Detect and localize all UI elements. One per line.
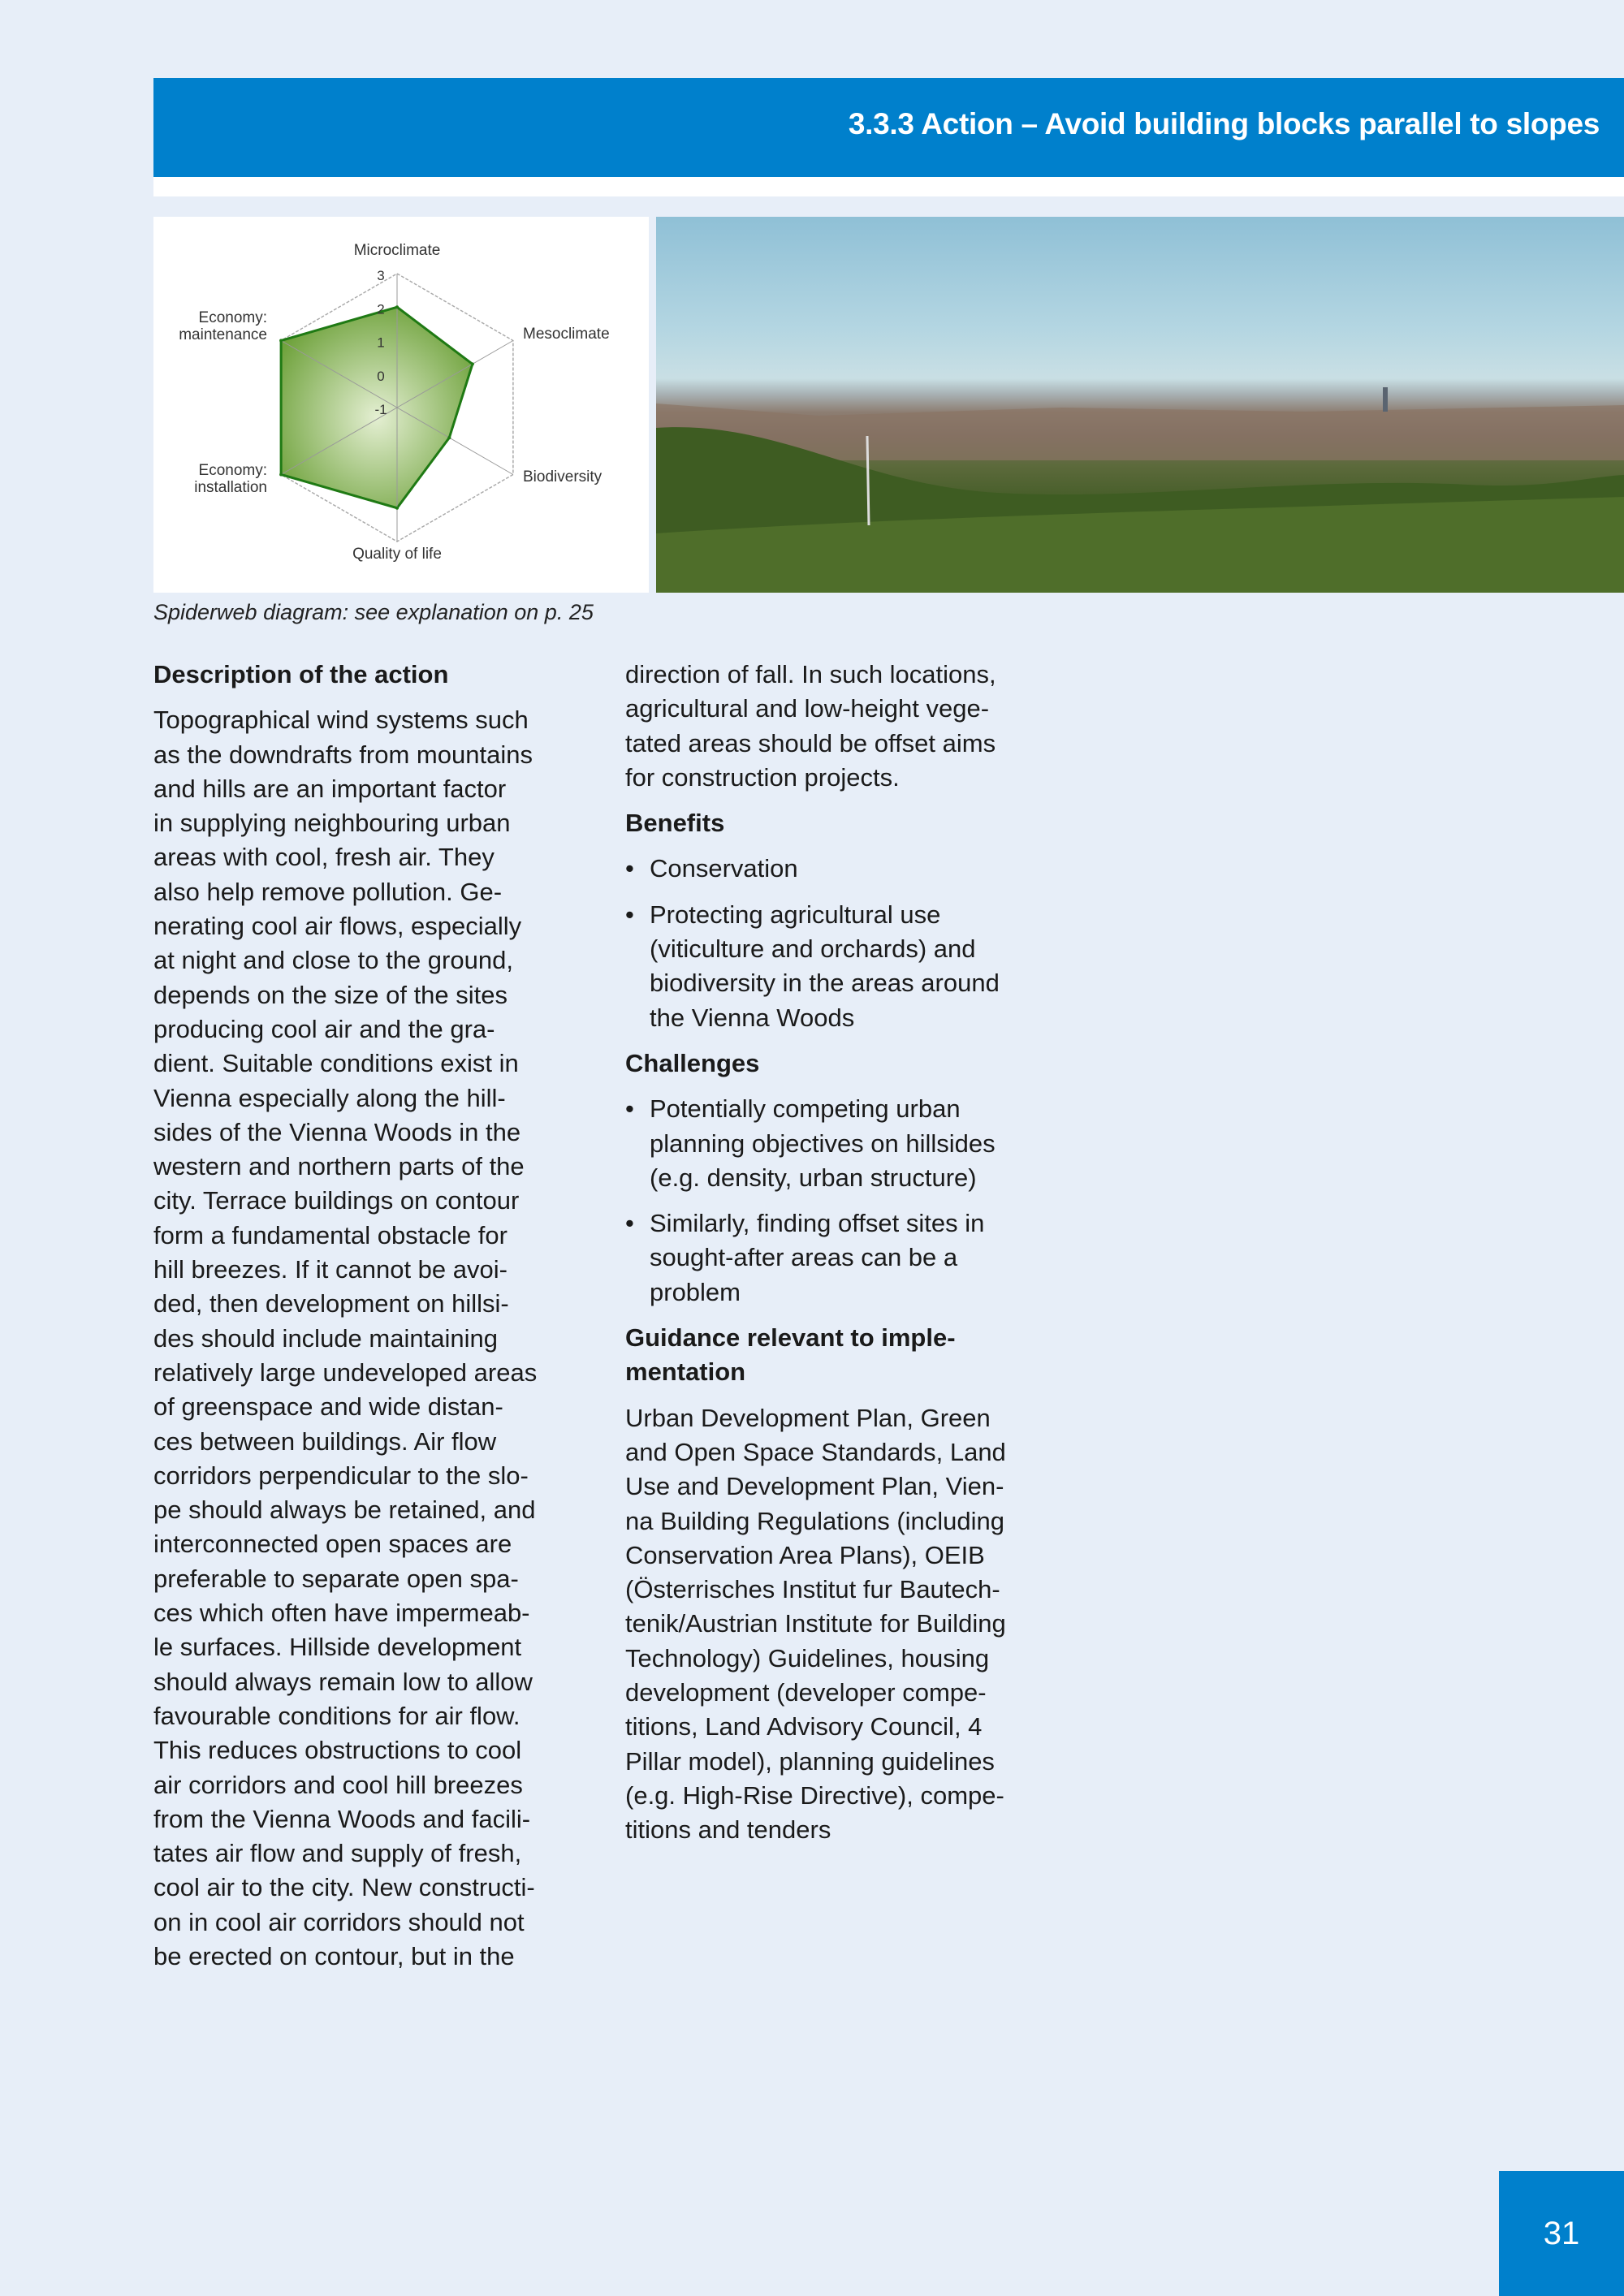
text-line: for construction projects. <box>625 762 900 792</box>
text-line: (Österrisches Institut fur Bautech- <box>625 1575 1000 1604</box>
guidance-heading <box>625 1321 1056 1390</box>
guidance-paragraph <box>625 1401 1056 1848</box>
text-line: on in cool air corridors should not <box>153 1907 525 1936</box>
text-line: • Protecting agricultural use <box>650 900 941 929</box>
data-point <box>395 507 399 510</box>
text-line: Urban Development Plan, Green <box>625 1403 991 1432</box>
text-line: producing cool air and the gra- <box>153 1014 495 1043</box>
tick-label: 0 <box>377 368 385 384</box>
text-line: titions, Land Advisory Council, 4 <box>625 1712 983 1741</box>
spiderweb-diagram <box>153 217 649 593</box>
text-line: ded, then development on hillsi- <box>153 1289 509 1318</box>
data-point <box>279 339 283 343</box>
header-divider <box>153 177 1624 196</box>
text-line: Technology) Guidelines, housing <box>625 1643 990 1672</box>
text-line: preferable to separate open spa- <box>153 1564 519 1593</box>
text-line: tates air flow and supply of fresh, <box>153 1839 522 1868</box>
axis-label: maintenance <box>179 326 267 343</box>
benefits-list <box>625 852 1056 1034</box>
text-line: pe should always be retained, and <box>153 1495 536 1525</box>
text-line: form a fundamental obstacle for <box>153 1220 508 1249</box>
text-line: biodiversity in the areas around <box>650 969 1000 998</box>
text-line: the Vienna Woods <box>650 1003 855 1032</box>
text-line: ces between buildings. Air flow <box>153 1426 497 1456</box>
text-line: tated areas should be offset aims <box>625 728 996 757</box>
text-line: Vienna especially along the hill- <box>153 1083 506 1112</box>
text-line: areas with cool, fresh air. They <box>153 843 495 872</box>
description-continuation <box>625 658 1056 795</box>
text-line: (e.g. High-Rise Directive), compe- <box>625 1780 1004 1810</box>
data-point <box>279 473 283 477</box>
text-line: nerating cool air flows, especially <box>153 912 522 941</box>
text-line: hill breezes. If it cannot be avoi- <box>153 1255 508 1284</box>
text-line: • Potentially competing urban <box>650 1094 961 1124</box>
axis-label: Economy: <box>198 462 267 479</box>
data-point <box>395 305 399 309</box>
text-line: agricultural and low-height vege- <box>625 694 990 723</box>
challenges-item <box>625 1092 1056 1195</box>
tick-label: 2 <box>377 301 385 317</box>
text-line: development (developer compe- <box>625 1678 987 1707</box>
text-line: direction of fall. In such locations, <box>625 660 996 688</box>
heading-line: Guidance relevant to imple- <box>625 1323 956 1353</box>
text-line: and hills are an important factor <box>153 774 507 803</box>
text-line: Use and Development Plan, Vien- <box>625 1472 1004 1501</box>
text-line: as the downdrafts from mountains <box>153 740 533 769</box>
description-heading: Description of the action <box>153 660 449 688</box>
left-column <box>153 658 584 1985</box>
benefits-item <box>625 852 1056 886</box>
challenges-item <box>625 1206 1056 1310</box>
text-line: interconnected open spaces are <box>153 1530 512 1559</box>
text-line: be erected on contour, but in the <box>153 1941 515 1970</box>
text-line: in supplying neighbouring urban <box>153 809 511 838</box>
text-line: • Conservation <box>650 854 798 883</box>
text-line: western and northern parts of the <box>153 1152 525 1181</box>
challenges-list <box>625 1092 1056 1310</box>
text-line: corridors perpendicular to the slo- <box>153 1461 529 1490</box>
text-line: na Building Regulations (including <box>625 1506 1005 1535</box>
text-line: from the Vienna Woods and facili- <box>153 1804 531 1833</box>
text-line: relatively large undeveloped areas <box>153 1357 538 1387</box>
text-line: Conservation Area Plans), OEIB <box>625 1540 985 1569</box>
description-paragraph <box>153 703 584 1974</box>
text-line: at night and close to the ground, <box>153 946 513 975</box>
text-line: city. Terrace buildings on contour <box>153 1186 520 1215</box>
text-line: air corridors and cool hill breezes <box>153 1770 523 1799</box>
axis-label: Microclimate <box>353 242 441 259</box>
text-line: also help remove pollution. Ge- <box>153 877 503 906</box>
page-number: 31 <box>1499 2171 1624 2296</box>
diagram-caption: Spiderweb diagram: see explanation on p. 25 <box>153 600 594 624</box>
axis-label: Economy: <box>198 309 267 326</box>
text-line: sides of the Vienna Woods in the <box>153 1117 521 1146</box>
benefits-heading: Benefits <box>625 809 725 838</box>
heading-line: mentation <box>625 1357 746 1387</box>
text-line: le surfaces. Hillside development <box>153 1633 522 1662</box>
axis-label: Quality of life <box>352 546 442 563</box>
right-column <box>625 658 1056 1859</box>
section-header-bar <box>153 78 1624 177</box>
axis-label: installation <box>194 479 267 496</box>
text-line: favourable conditions for air flow. <box>153 1701 520 1730</box>
photo-illustration <box>656 217 1624 593</box>
text-line: should always remain low to allow <box>153 1667 533 1696</box>
section-title: 3.3.3 Action – Avoid building blocks parallel to slopes <box>848 107 1600 140</box>
tick-label: 1 <box>377 334 385 351</box>
text-line: (e.g. density, urban structure) <box>650 1163 977 1192</box>
text-line: Topographical wind systems such <box>153 706 529 735</box>
benefits-item <box>625 898 1056 1035</box>
text-line: (viticulture and orchards) and <box>650 934 976 964</box>
text-line: depends on the size of the sites <box>153 980 508 1009</box>
text-line: titions and tenders <box>625 1815 831 1845</box>
text-line: Pillar model), planning guidelines <box>625 1746 995 1776</box>
text-line: des should include maintaining <box>153 1323 498 1353</box>
challenges-heading: Challenges <box>625 1048 760 1077</box>
text-line: cool air to the city. New constructi- <box>153 1873 535 1902</box>
text-line: tenik/Austrian Institute for Building <box>625 1609 1006 1638</box>
tick-label: 3 <box>377 268 385 283</box>
axis-label: Mesoclimate <box>523 326 610 343</box>
data-point <box>447 436 451 439</box>
text-line: • Similarly, finding offset sites in <box>650 1209 985 1238</box>
vienna-panorama-photo <box>656 217 1624 593</box>
tick-label: -1 <box>374 402 387 417</box>
radar-chart <box>153 217 649 593</box>
text-line: problem <box>650 1277 741 1306</box>
text-line: and Open Space Standards, Land <box>625 1437 1006 1466</box>
data-point <box>471 362 474 365</box>
text-line: sought-after areas can be a <box>650 1243 958 1272</box>
text-line: This reduces obstructions to cool <box>153 1736 522 1765</box>
axis-label: Biodiversity <box>523 468 603 486</box>
text-line: of greenspace and wide distan- <box>153 1392 503 1422</box>
text-line: ces which often have impermeab- <box>153 1599 530 1628</box>
text-line: dient. Suitable conditions exist in <box>153 1049 519 1078</box>
text-line: planning objectives on hillsides <box>650 1129 996 1158</box>
